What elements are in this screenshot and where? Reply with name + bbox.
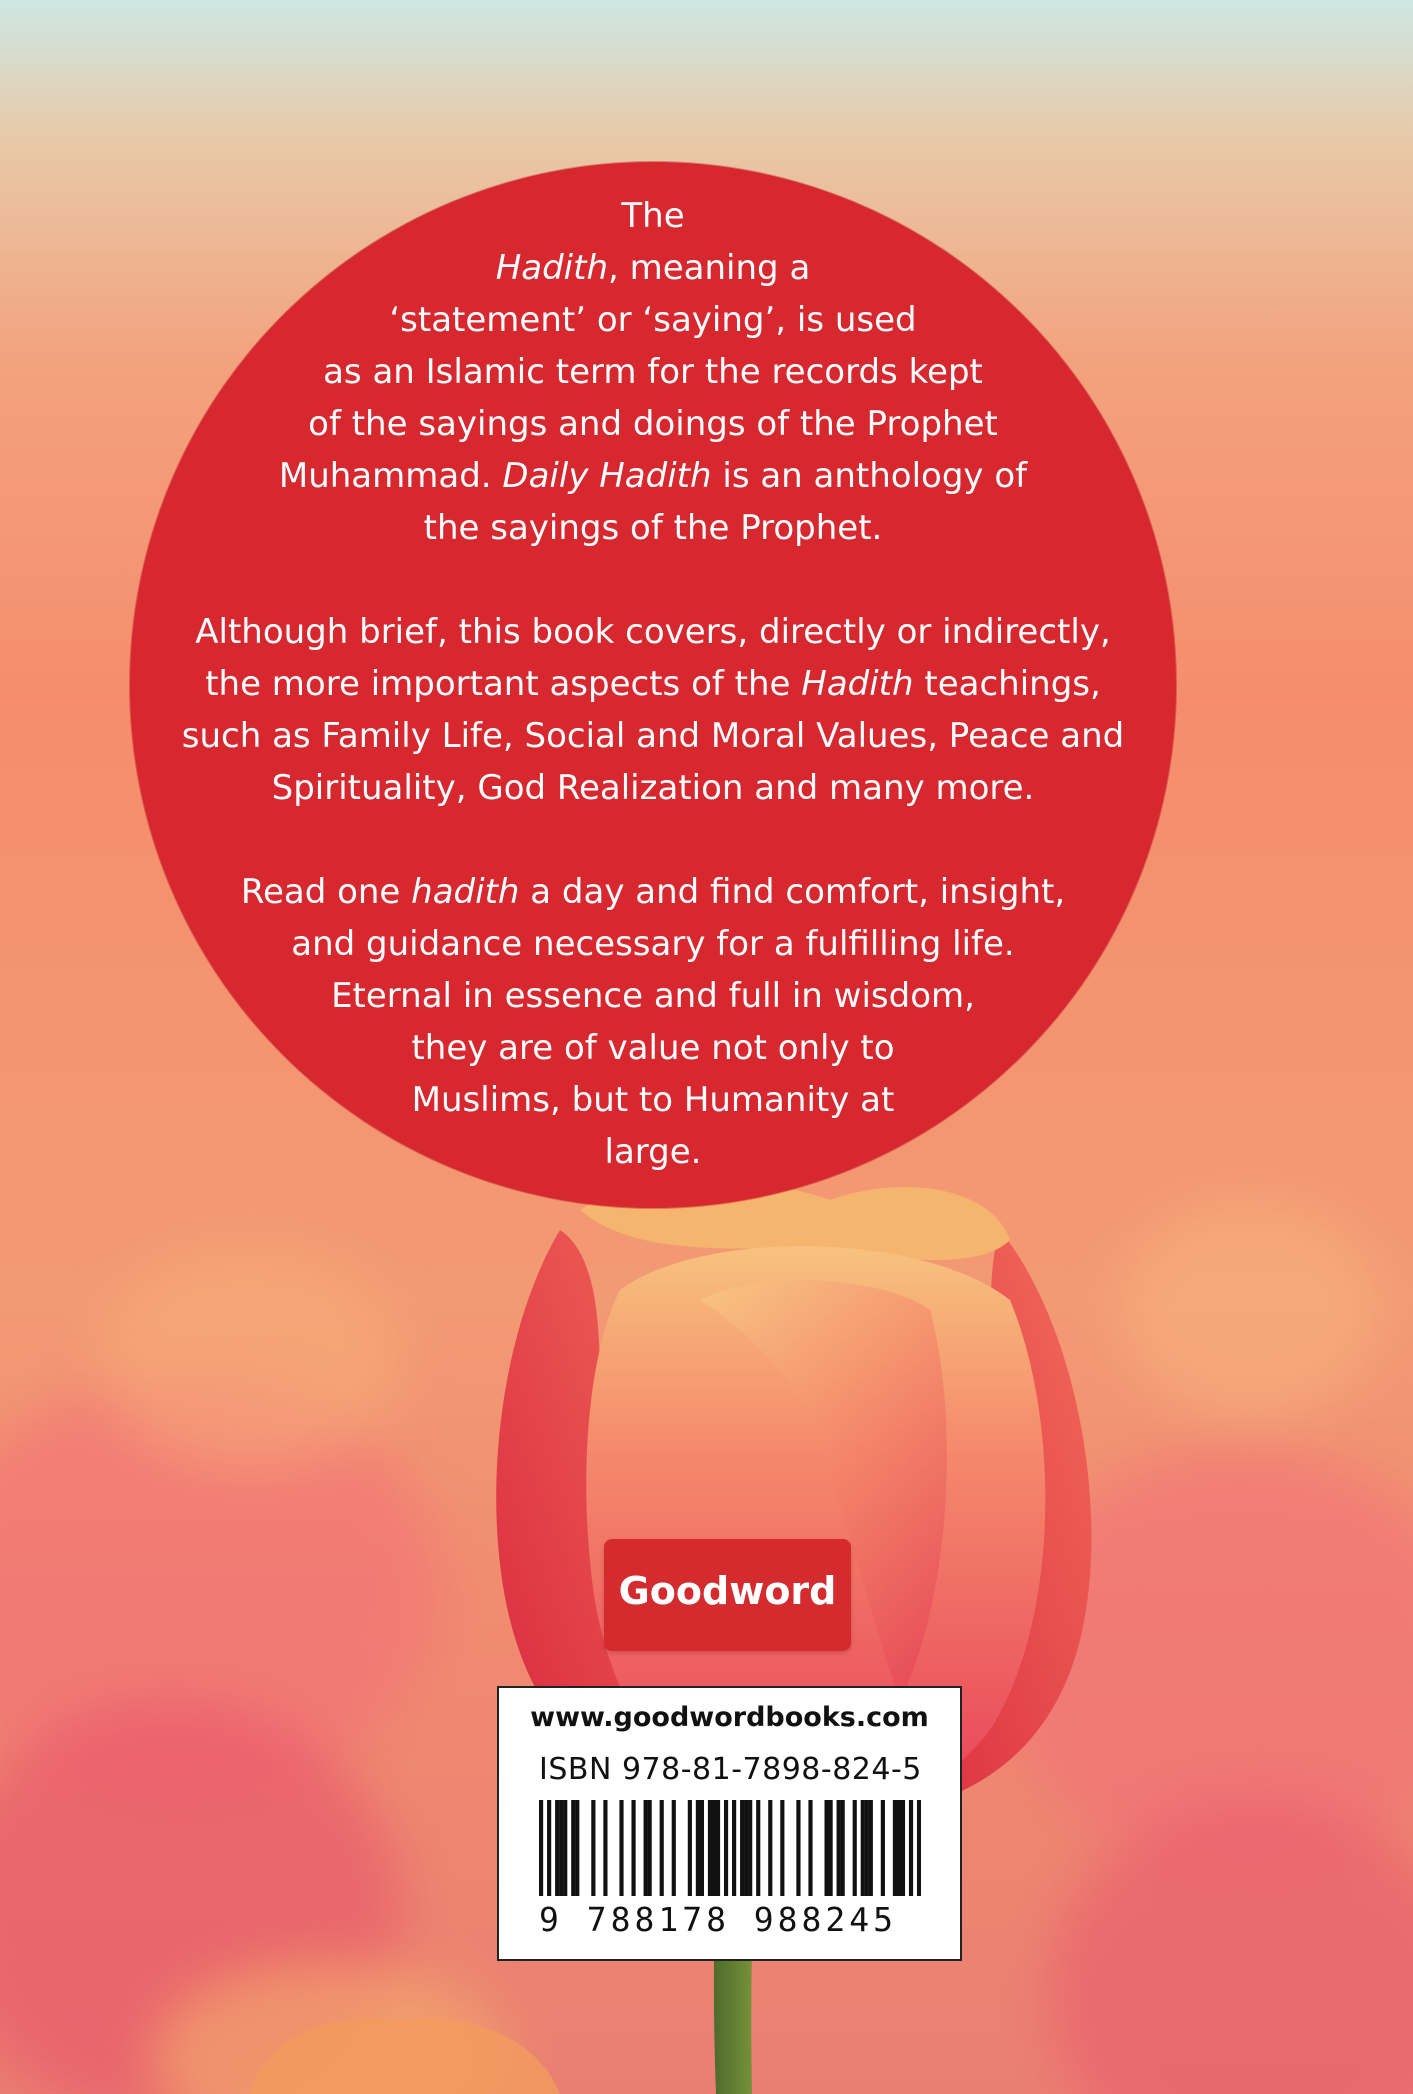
barcode-bar [563,1800,567,1896]
barcode-bar [716,1800,720,1896]
barcode-bar [648,1800,652,1896]
barcode-bar [837,1800,841,1896]
barcode-bar [547,1800,551,1896]
barcode-bar [696,1800,700,1896]
barcode-bar [917,1800,921,1896]
barcode-bar [869,1800,873,1896]
blurb-line: Although brief, this book covers, directly or indirectly, [195,612,1111,652]
barcode-bar [861,1800,865,1896]
ean-digits: 9 788178 988245 [539,1900,898,1939]
blurb-line: of the sayings and doings of the Prophet [308,404,998,444]
barcode-bar [901,1800,905,1896]
barcode-bar [796,1800,800,1896]
barcode-bar [559,1800,563,1896]
barcode-bar [708,1800,712,1896]
barcode-bar [631,1800,635,1896]
barcode-bar [740,1800,744,1896]
barcode-bar [853,1800,857,1896]
blurb-line: The [621,196,685,236]
blurb-paragraph-2 [130,606,1176,814]
tulip-small-bud [250,2018,560,2094]
blurb-line: ‘statement’ or ‘saying’, is used [389,300,917,340]
barcode-bar [824,1800,828,1896]
blurb-line: Eternal in essence and full in wisdom, [331,976,975,1016]
barcode-bar [539,1800,543,1896]
blurb-line: Read one hadith a day and find comfort, insight, [240,872,1066,912]
barcode-bar [768,1800,772,1896]
barcode-bar [660,1800,664,1896]
barcode-bar [780,1800,784,1896]
barcode-bar [644,1800,648,1896]
blurb-line: such as Family Life, Social and Moral Values, Peace and [181,716,1125,756]
publisher-website: www.goodwordbooks.com [530,1702,929,1733]
isbn-number: ISBN 978-81-7898-824-5 [539,1752,922,1787]
barcode-bar [591,1800,595,1896]
blurb-line: Hadith, meaning a [495,248,811,288]
barcode-bar [712,1800,716,1896]
barcode-bar [619,1800,623,1896]
barcode-bar [748,1800,752,1896]
barcode-panel [497,1686,962,1961]
barcode-bar [672,1800,676,1896]
blurb-line: Muslims, but to Humanity at [411,1080,895,1120]
blurb-line: Muhammad. Daily Hadith is an anthology of [278,456,1028,496]
barcode-bar [865,1800,869,1896]
blurb-line: Spirituality, God Realization and many more. [271,768,1035,808]
ean-barcode [539,1800,921,1896]
blurb-line: the more important aspects of the Hadith teachings, [205,664,1101,704]
barcode-bar [555,1800,559,1896]
barcode-bar [881,1800,885,1896]
barcode-bar [829,1800,833,1896]
barcode-bar [744,1800,748,1896]
blurb-line: as an Islamic term for the records kept [323,352,983,392]
barcode-bar [808,1800,812,1896]
barcode-bar [756,1800,760,1896]
barcode-bar [897,1800,901,1896]
blurb-paragraph-1 [130,190,1176,554]
barcode-bar [909,1800,913,1896]
publisher-logo [604,1539,851,1651]
back-cover-blurb [130,190,1176,1230]
barcode-bar [724,1800,728,1896]
blurb-line: and guidance necessary for a fulfilling life. [291,924,1015,964]
barcode-bar [732,1800,736,1896]
barcode-bar [893,1800,897,1896]
barcode-bar [688,1800,692,1896]
publisher-name: Goodword [618,1569,837,1613]
blurb-paragraph-3 [130,866,1176,1178]
blurb-line: they are of value not only to [411,1028,895,1068]
barcode-bar [571,1800,575,1896]
barcode-bar [603,1800,607,1896]
blurb-line: the sayings of the Prophet. [423,508,883,548]
barcode-bar [841,1800,845,1896]
barcode-bar [575,1800,579,1896]
blurb-line: large. [604,1132,702,1172]
barcode-bar [700,1800,704,1896]
